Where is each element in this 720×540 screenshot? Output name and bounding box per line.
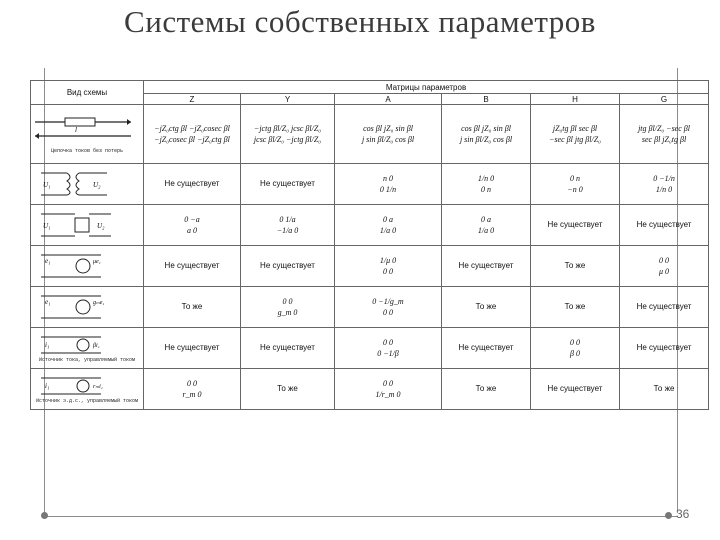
matrix-line: 0 −1/g_m bbox=[372, 297, 404, 306]
svg-text:i₁: i₁ bbox=[45, 341, 50, 349]
matrix-line: jZ₀tg βl sec βl bbox=[552, 124, 598, 133]
matrix-cell-a bbox=[335, 246, 442, 287]
scheme-diagram bbox=[31, 205, 144, 246]
matrix-line: 1/n 0 bbox=[477, 174, 495, 183]
matrix-line: μ 0 bbox=[659, 267, 670, 276]
matrix-cell-h bbox=[531, 328, 620, 369]
matrix-line: 1/a 0 bbox=[379, 226, 397, 235]
svg-text:U₂: U₂ bbox=[97, 222, 105, 230]
matrix-line: 0 0 bbox=[282, 297, 293, 306]
matrix-line: 0 −1/n bbox=[653, 174, 675, 183]
column-header-y: Y bbox=[241, 94, 335, 105]
matrix-cell-y bbox=[241, 105, 335, 164]
header-scheme: Вид схемы bbox=[31, 81, 144, 105]
cell-text: Не существует bbox=[458, 343, 514, 352]
matrix-line: 0 0 bbox=[383, 267, 393, 276]
matrix-line: 0 n bbox=[481, 185, 491, 194]
cell-text: Не существует bbox=[636, 302, 692, 311]
cell-text: То же bbox=[564, 261, 586, 270]
scheme-diagram bbox=[31, 164, 144, 205]
cell-text: То же bbox=[653, 384, 675, 393]
svg-text:gₘe₁: gₘe₁ bbox=[93, 300, 105, 306]
matrix-line: 1/a 0 bbox=[477, 226, 495, 235]
matrix-cell-g bbox=[620, 246, 709, 287]
matrix-line: sec βl jZ₀tg βl bbox=[641, 135, 687, 144]
matrix-cell-z bbox=[144, 328, 241, 369]
matrix-cell-a bbox=[335, 164, 442, 205]
matrix-line: 0 0 bbox=[187, 379, 197, 388]
matrix-cell-a bbox=[335, 328, 442, 369]
matrix-line: −jZ₀ctg βl −jZ₀cosec βl bbox=[154, 124, 230, 133]
cell-text: Не существует bbox=[636, 220, 692, 229]
matrix-cell-y bbox=[241, 246, 335, 287]
column-header-a: A bbox=[335, 94, 442, 105]
parameters-table bbox=[30, 80, 709, 410]
matrix-cell-h bbox=[531, 246, 620, 287]
matrix-cell-z bbox=[144, 105, 241, 164]
matrix-line: g_m 0 bbox=[277, 308, 298, 317]
matrix-line: j sin βl/Z₀ cos βl bbox=[459, 135, 513, 144]
matrix-cell-h bbox=[531, 105, 620, 164]
svg-text:l: l bbox=[75, 126, 77, 134]
cell-text: Не существует bbox=[260, 179, 315, 188]
table-row bbox=[31, 369, 709, 410]
scheme-diagram bbox=[31, 328, 144, 369]
matrix-line: cos βl jZ₀ sin βl bbox=[363, 124, 413, 133]
matrix-cell-z bbox=[144, 246, 241, 287]
matrix-cell-h bbox=[531, 369, 620, 410]
cell-text: Не существует bbox=[164, 261, 220, 270]
matrix-cell-a bbox=[335, 105, 442, 164]
cell-text: Не существует bbox=[547, 220, 603, 229]
table-row bbox=[31, 328, 709, 369]
cell-text: Не существует bbox=[164, 179, 220, 188]
page-number: 36 bbox=[676, 507, 690, 521]
matrix-cell-g bbox=[620, 287, 709, 328]
matrix-line: 0 1/a bbox=[279, 215, 296, 224]
scheme-caption: Источник тока, управляемый током bbox=[38, 357, 135, 363]
scheme-caption: Цепочка токов без потерь bbox=[50, 148, 123, 154]
header-matrices: Матрицы параметров bbox=[144, 81, 709, 94]
matrix-line: 0 0 bbox=[659, 256, 670, 265]
cell-text: То же bbox=[564, 302, 586, 311]
svg-text:e₁: e₁ bbox=[45, 298, 51, 306]
scheme-diagram bbox=[31, 246, 144, 287]
frame-corner-dot-right bbox=[665, 512, 672, 519]
cell-text: Не существует bbox=[164, 343, 220, 352]
svg-text:U₂: U₂ bbox=[93, 181, 101, 189]
matrix-line: 0 0 bbox=[383, 379, 393, 388]
slide-title: Системы собственных параметров bbox=[124, 4, 596, 39]
matrix-line: −sec βl jtg βl/Z₀ bbox=[549, 135, 601, 144]
matrix-cell-z bbox=[144, 205, 241, 246]
matrix-line: 0 a bbox=[383, 215, 393, 224]
matrix-cell-b bbox=[442, 205, 531, 246]
matrix-line: jcsc βl/Z₀ −jctg βl/Z₀ bbox=[253, 135, 322, 144]
table-row bbox=[31, 287, 709, 328]
matrix-line: −jctg βl/Z₀ jcsc βl/Z₀ bbox=[253, 124, 322, 133]
matrix-cell-a bbox=[335, 205, 442, 246]
matrix-cell-h bbox=[531, 287, 620, 328]
cell-text: Не существует bbox=[636, 343, 692, 352]
matrix-line: 0 n bbox=[570, 174, 580, 183]
cell-text: Не существует bbox=[260, 261, 315, 270]
svg-text:i₁: i₁ bbox=[45, 382, 50, 390]
scheme-caption: Источник э.д.с., управляемый током bbox=[35, 398, 139, 404]
matrix-line: j sin βl/Z₀ cos βl bbox=[361, 135, 415, 144]
matrix-cell-b bbox=[442, 246, 531, 287]
svg-text:rₘi₁: rₘi₁ bbox=[93, 384, 103, 390]
matrix-cell-z bbox=[144, 369, 241, 410]
matrix-cell-y bbox=[241, 205, 335, 246]
cell-text: Не существует bbox=[547, 384, 603, 393]
matrix-cell-z bbox=[144, 164, 241, 205]
matrix-line: 1/n 0 bbox=[655, 185, 673, 194]
table-row bbox=[31, 164, 709, 205]
matrix-line: 0 −1/β bbox=[377, 349, 399, 358]
svg-text:U₁: U₁ bbox=[43, 181, 51, 189]
matrix-line: 0 1/n bbox=[379, 185, 397, 194]
matrix-cell-b bbox=[442, 328, 531, 369]
matrix-cell-a bbox=[335, 369, 442, 410]
matrix-line: 0 −a bbox=[184, 215, 200, 224]
matrix-cell-h bbox=[531, 164, 620, 205]
svg-text:βi₁: βi₁ bbox=[93, 343, 100, 349]
column-header-b: B bbox=[442, 94, 531, 105]
cell-text: Не существует bbox=[458, 261, 514, 270]
column-header-h: H bbox=[531, 94, 620, 105]
frame-corner-dot-left bbox=[41, 512, 48, 519]
matrix-line: 0 0 bbox=[570, 338, 580, 347]
matrix-line: −1/a 0 bbox=[276, 226, 299, 235]
cell-text: Не существует bbox=[260, 343, 315, 352]
matrix-line: −n 0 bbox=[567, 185, 583, 194]
matrix-cell-g bbox=[620, 164, 709, 205]
matrix-line: 1/μ 0 bbox=[379, 256, 397, 265]
matrix-cell-y bbox=[241, 369, 335, 410]
matrix-cell-a bbox=[335, 287, 442, 328]
matrix-cell-z bbox=[144, 287, 241, 328]
cell-text: То же bbox=[181, 302, 203, 311]
svg-text:μe₁: μe₁ bbox=[93, 259, 101, 265]
svg-text:U₁: U₁ bbox=[43, 222, 51, 230]
matrix-line: β 0 bbox=[570, 349, 580, 358]
matrix-line: 0 0 bbox=[383, 338, 393, 347]
matrix-line: 0 a bbox=[481, 215, 491, 224]
matrix-cell-b bbox=[442, 369, 531, 410]
matrix-line: n 0 bbox=[383, 174, 393, 183]
matrix-line: 1/r_m 0 bbox=[375, 390, 401, 399]
table-row bbox=[31, 205, 709, 246]
matrix-cell-h bbox=[531, 205, 620, 246]
matrix-cell-g bbox=[620, 105, 709, 164]
table-row bbox=[31, 105, 709, 164]
cell-text: То же bbox=[475, 302, 497, 311]
cell-text: То же bbox=[277, 384, 298, 393]
matrix-line: jtg βl/Z₀ −sec βl bbox=[638, 124, 690, 133]
matrix-line: −jZ₀cosec βl −jZ₀ctg βl bbox=[154, 135, 230, 144]
matrix-line: 0 0 bbox=[383, 308, 393, 317]
matrix-cell-b bbox=[442, 105, 531, 164]
matrix-cell-y bbox=[241, 287, 335, 328]
frame-bottom-border bbox=[44, 516, 678, 517]
matrix-line: cos βl jZ₀ sin βl bbox=[461, 124, 511, 133]
matrix-cell-b bbox=[442, 287, 531, 328]
matrix-cell-g bbox=[620, 328, 709, 369]
svg-text:e₁: e₁ bbox=[45, 257, 51, 265]
table-row bbox=[31, 246, 709, 287]
matrix-cell-b bbox=[442, 164, 531, 205]
column-header-g: G bbox=[620, 94, 709, 105]
scheme-diagram bbox=[31, 287, 144, 328]
scheme-diagram bbox=[31, 369, 144, 410]
matrix-cell-y bbox=[241, 164, 335, 205]
scheme-diagram bbox=[31, 105, 144, 164]
matrix-line: a 0 bbox=[187, 226, 197, 235]
matrix-cell-g bbox=[620, 369, 709, 410]
matrix-cell-y bbox=[241, 328, 335, 369]
cell-text: То же bbox=[475, 384, 497, 393]
matrix-line: r_m 0 bbox=[182, 390, 202, 399]
column-header-z: Z bbox=[144, 94, 241, 105]
matrix-cell-g bbox=[620, 205, 709, 246]
